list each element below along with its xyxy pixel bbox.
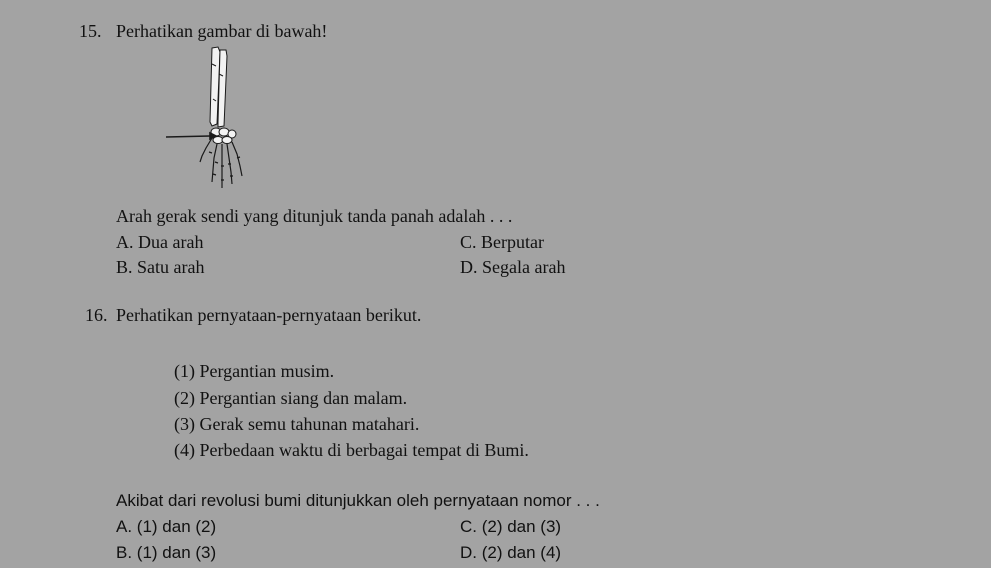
q15-option-d[interactable]: D. Segala arah	[460, 257, 566, 277]
hand-finger-bones-icon	[200, 138, 242, 188]
q16-statement-1: (1) Pergantian musim.	[174, 361, 335, 381]
q15-option-b[interactable]: B. Satu arah	[116, 257, 205, 277]
q16-question: Akibat dari revolusi bumi ditunjukkan oleh pernyataan nomor . . .	[116, 491, 600, 510]
q15-prompt: Perhatikan gambar di bawah!	[116, 21, 328, 41]
q15-option-a[interactable]: A. Dua arah	[116, 232, 204, 252]
arrow-icon	[166, 133, 216, 139]
q16-number: 16.	[85, 305, 108, 325]
q15-number: 15.	[79, 21, 102, 41]
q16-statement-3: (3) Gerak semu tahunan matahari.	[174, 414, 420, 434]
arm-skeleton-figure	[160, 44, 260, 194]
q16-option-a[interactable]: A. (1) dan (2)	[116, 517, 217, 536]
q16-statement-4: (4) Perbedaan waktu di berbagai tempat di Bumi.	[174, 440, 529, 460]
q16-option-d[interactable]: D. (2) dan (4)	[460, 543, 562, 562]
q16-prompt: Perhatikan pernyataan-pernyataan berikut.	[116, 305, 422, 325]
q16-statement-2: (2) Pergantian siang dan malam.	[174, 388, 408, 408]
q15-question: Arah gerak sendi yang ditunjuk tanda panah adalah . . .	[116, 206, 513, 226]
q16-option-c[interactable]: C. (2) dan (3)	[460, 517, 562, 536]
q16-option-b[interactable]: B. (1) dan (3)	[116, 543, 217, 562]
forearm-bones-icon	[210, 47, 227, 127]
q15-option-c[interactable]: C. Berputar	[460, 232, 544, 252]
